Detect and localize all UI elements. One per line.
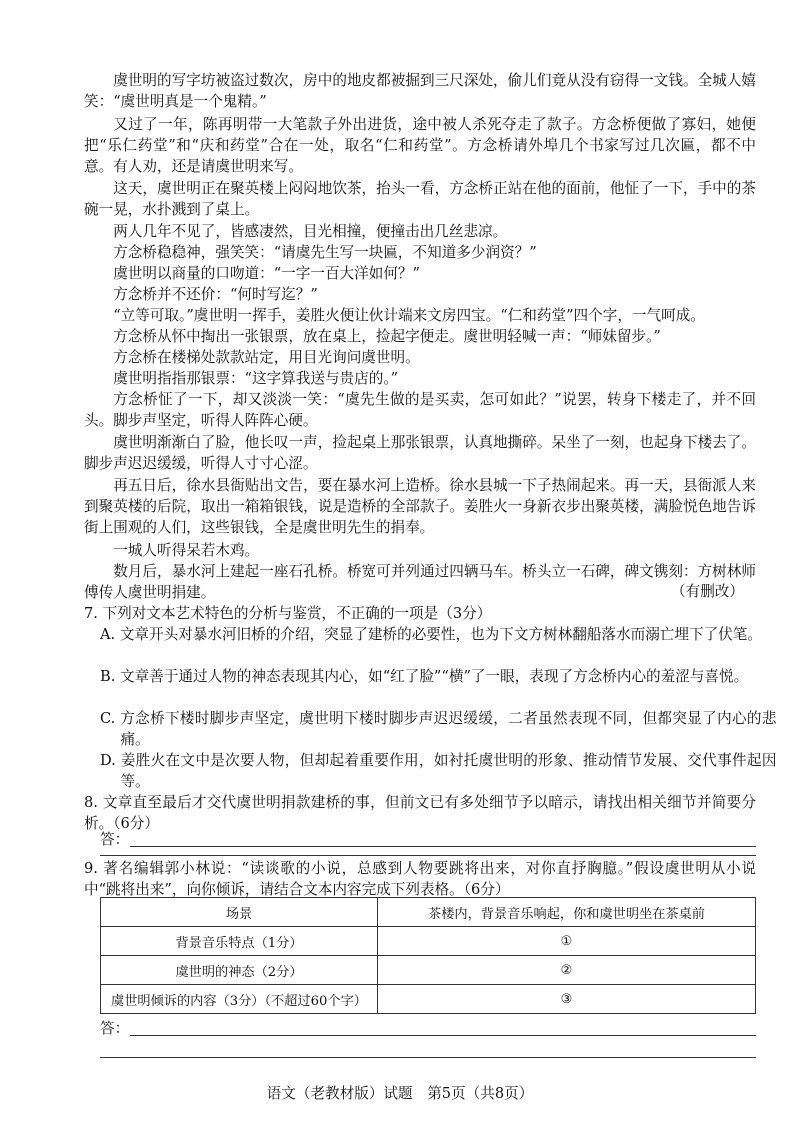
answer-line [100,855,756,856]
passage-paragraph: 方念桥在楼梯处款款站定，用目光询问虞世明。 [113,349,420,366]
table-cell: ① [378,927,756,956]
answer-line [100,1057,756,1058]
question-9-table [100,897,756,1014]
passage-paragraph: 虞世明渐渐白了脸，他长叹一声，捡起桌上那张银票，认真地撕碎。呆坐了一刻，也起身下楼去了。脚步声迟迟缓缓，听得人寸寸心涩。 [84,434,756,472]
table-cell: ③ [378,985,756,1014]
table-header-row [101,898,756,927]
answer-label: 答： [100,831,130,848]
passage-paragraph: 方念桥并不还价：“何时写迄？” [113,286,318,303]
table-cell: 虞世明的神态（2分） [101,956,378,985]
answer-line [130,846,756,847]
table-cell: 虞世明倾诉的内容（3分）（不超过60个字） [101,985,378,1014]
passage-paragraph: 这天，虞世明正在聚英楼上闷闷地饮茶，抬头一看，方念桥正站在他的面前，他怔了一下，手中的茶碗一晃，水扑溅到了桌上。 [84,180,756,218]
passage-paragraph: 数月后，暴水河上建起一座石孔桥。桥宽可并列通过四辆马车。桥头立一石碑，碑文镌刻：方树林师傅传人虞世明捐建。 [84,563,756,601]
table-row [101,985,756,1014]
answer-line [130,1035,756,1036]
question-7-stem: 7. 下列对文本艺术特色的分析与鉴赏，不正确的一项是（3分） [84,605,492,622]
passage-paragraph: 又过了一年，陈再明带一大笔款子外出进货，途中被人杀死夺走了款子。方念桥便做了寡妇，她便把“乐仁药堂”和“庆和药堂”合在一处，取名“仁和药堂”。方念桥请外埠几个书家写过几次匾，都不中意。有人劝，还是请虞世明来写。 [84,116,756,175]
question-9-answer-area[interactable] [100,1017,756,1039]
page-footer: 语文（老教材版）试题 第5页（共8页） [266,1085,534,1102]
passage-paragraph: 方念桥怔了一下，却又淡淡一笑：“虞先生做的是买卖，怎可如此？”说罢，转身下楼走了，并不回头。脚步声坚定，听得人阵阵心硬。 [84,391,756,429]
question-7-option-c: C. 方念桥下楼时脚步声坚定，虞世明下楼时脚步声迟迟缓缓，二者虽然表现不同，但都突显了内心的悲痛。 [100,710,777,748]
question-8-answer-area[interactable] [100,828,756,850]
question-7-option-a: A. 文章开头对暴水河旧桥的介绍，突显了建桥的必要性，也为下文方树林翻船落水而溺亡埋下了伏笔。 [100,626,762,643]
table-cell: ② [378,956,756,985]
source-note: （有删改） [671,583,744,600]
question-7-option-b: B. 文章善于通过人物的神态表现其内心，如“红了脸”“横”了一眼，表现了方念桥内心的羞涩与喜悦。 [100,668,749,685]
table-header-cell: 茶楼内，背景音乐响起，你和虞世明坐在茶桌前 [378,898,756,927]
passage-paragraph: 再五日后，徐水县衙贴出文告，要在暴水河上造桥。徐水县城一下子热闹起来。再一天，县衙派人来到聚英楼的后院，取出一箱箱银钱，说是造桥的全部款子。姜胜火一身新衣步出聚英楼，满脸悦色地告诉街上围观的人们，这些银钱，全是虞世明先生的捐奉。 [84,477,756,536]
passage-paragraph: 虞世明的写字坊被盗过数次，房中的地皮都被掘到三尺深处，偷儿们竟从没有窃得一文钱。全城人嬉笑：“虞世明真是一个鬼精。” [84,72,756,110]
table-row [101,956,756,985]
answer-label: 答： [100,1020,130,1037]
passage-paragraph: 方念桥从怀中掏出一张银票，放在桌上，捡起字便走。虞世明轻喊一声：“师妹留步。” [113,328,661,345]
question-7-option-d: D. 姜胜火在文中是次要人物，但却起着重要作用，如衬托虞世明的形象、推动情节发展、交代事件起因等。 [100,752,777,790]
table-row [101,927,756,956]
question-8-stem: 8. 文章直至最后才交代虞世明捐款建桥的事，但前文已有多处细节予以暗示，请找出相关细节并简要分析。（6分） [84,794,756,832]
passage-paragraph: 虞世明以商量的口吻道：“一字一百大洋如何？” [113,265,420,282]
question-9-stem: 9. 著名编辑郭小林说：“读谈歌的小说，总感到人物要跳将出来，对你直抒胸臆。”假设虞世明从小说中“跳将出来”，向你倾诉，请结合文本内容完成下列表格。（6分） [84,860,756,898]
passage-paragraph: 方念桥稳稳神，强笑笑：“请虞先生写一块匾，不知道多少润资？” [113,244,537,261]
passage-paragraph: 虞世明指指那银票：“这字算我送与贵店的。” [113,370,399,387]
passage-paragraph: 一城人听得呆若木鸡。 [113,542,260,559]
passage-paragraph: 两人几年不见了，皆感凄然，目光相撞，便撞击出几丝悲凉。 [113,223,508,240]
table-header-cell: 场景 [101,898,378,927]
table-cell: 背景音乐特点（1分） [101,927,378,956]
passage-paragraph: “立等可取。”虞世明一挥手，姜胜火便让伙计端来文房四宝。“仁和药堂”四个字，一气呵成。 [113,307,705,324]
